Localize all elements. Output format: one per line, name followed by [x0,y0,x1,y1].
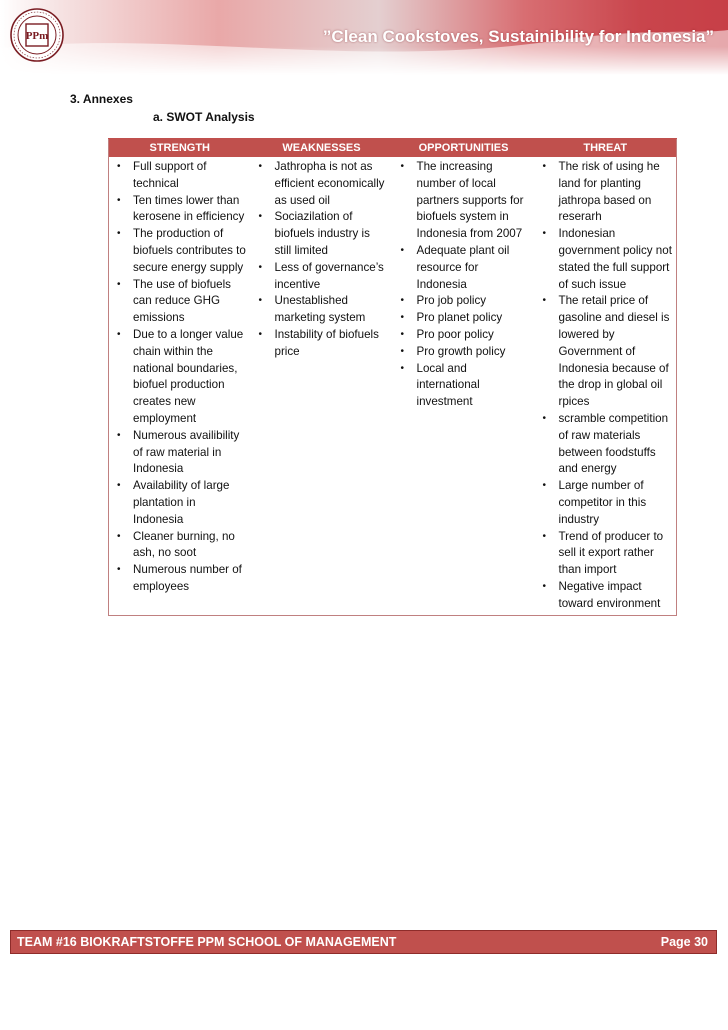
swot-item-text: Trend of producer to sell it export rather than import [558,529,664,577]
swot-list-item [535,293,677,411]
swot-list-item [109,478,251,528]
swot-item-text: Full support of technical [133,160,207,190]
bullet-icon: • [400,362,405,374]
swot-list-item [109,193,251,227]
swot-list-item [393,327,535,344]
header-banner [0,0,728,75]
swot-item-text: Local and international investment [416,361,480,409]
bullet-icon: • [542,530,547,542]
document-header-title: ”Clean Cookstoves, Sustainibility for Indonesia” [322,27,714,46]
swot-item-text: Large number of competitor in this industry [558,479,647,526]
swot-item-text: scramble competition of raw materials between foodstuffs and energy [558,411,669,476]
bullet-icon: • [542,228,547,240]
page-footer [10,930,717,954]
bullet-icon: • [542,295,547,307]
threat-column-header: THREAT [535,139,677,158]
bullet-icon: • [117,564,121,576]
logo-text: PPm [25,30,49,42]
swot-list-item [535,411,677,478]
page-number: Page 30 [660,935,708,949]
swot-list-item [109,562,251,596]
swot-item-text: Sociazilation of biofuels industry is still limited [274,210,370,257]
bullet-icon: • [117,228,121,240]
swot-list-item [393,361,535,411]
bullet-icon: • [258,261,263,273]
swot-item-text: The retail price of gasoline and diesel is lowered by Government of Indonesia because of the drop in global oil rpices [558,294,670,409]
strength-list [109,159,251,596]
swot-item-text: Instability of biofuels price [274,327,379,358]
swot-item-text: Jathropha is not as efficient economically as used oil [274,160,385,207]
swot-analysis-subheading: a. SWOT Analysis [153,110,255,124]
swot-item-text: Adequate plant oil resource for Indonesia [416,243,510,291]
swot-item-text: The risk of using he land for planting jathropa based on reserarh [558,160,660,224]
bullet-icon: • [258,211,263,223]
swot-item-text: Cleaner burning, no ash, no soot [133,529,235,560]
bullet-icon: • [117,161,121,172]
swot-list-item [251,159,393,209]
swot-list-item [109,327,251,428]
bullet-icon: • [258,161,263,172]
opportunities-list [393,159,535,411]
swot-list-item [535,579,677,613]
threat-cell [535,157,677,615]
weaknesses-list [251,159,393,361]
bullet-icon: • [400,295,405,307]
opportunities-cell [393,157,535,615]
bullet-icon: • [258,295,263,307]
footer-team-label: TEAM #16 BIOKRAFTSTOFFE PPM SCHOOL OF MANAGEMENT [17,935,397,949]
swot-list-item [535,529,677,579]
bullet-icon: • [542,480,547,492]
swot-body-row [109,157,677,615]
swot-item-text: Due to a longer value chain within the national boundaries, biofuel production creates new employment [133,327,244,425]
swot-item-text: The production of biofuels contributes to secure energy supply [133,227,246,274]
swot-list-item [393,344,535,361]
bullet-icon: • [400,244,405,256]
bullet-icon: • [400,345,405,357]
swot-list-item [251,260,393,294]
swot-header-row [109,139,677,158]
swot-list-item [109,226,251,276]
swot-item-text: The increasing number of local partners supports for biofuels system in Indonesia from 2007 [416,160,524,241]
bullet-icon: • [400,328,405,340]
swot-item-text: Numerous availibility of raw material in Indonesia [133,428,240,476]
swot-list-item [109,428,251,478]
swot-list-item [535,226,677,293]
swot-item-text: Ten times lower than kerosene in efficiency [133,193,245,224]
swot-list-item [109,529,251,563]
swot-item-text: Less of governance’s incentive [274,260,384,291]
bullet-icon: • [117,429,121,441]
swot-item-text: Unestablished marketing system [274,294,366,325]
bullet-icon: • [542,580,547,592]
swot-list-item [393,293,535,310]
swot-item-text: Indonesian government policy not stated the full support of such issue [558,227,672,291]
swot-item-text: Pro poor policy [416,327,494,341]
weaknesses-cell [251,157,393,615]
bullet-icon: • [117,530,121,542]
opportunities-column-header: OPPORTUNITIES [393,139,535,158]
swot-list-item [393,310,535,327]
bullet-icon: • [117,480,121,492]
annexes-heading: 3. Annexes [70,92,133,106]
bullet-icon: • [117,194,121,206]
swot-item-text: Pro planet policy [416,311,503,325]
bullet-icon: • [542,412,547,424]
swot-item-text: The use of biofuels can reduce GHG emissions [133,277,231,325]
bullet-icon: • [117,278,121,290]
strength-column-header: STRENGTH [109,139,251,158]
swot-list-item [251,293,393,327]
weaknesses-column-header: WEAKNESSES [251,139,393,158]
swot-item-text: Pro job policy [416,294,487,308]
ppm-school-seal-icon [10,8,64,62]
bullet-icon: • [400,161,405,172]
bullet-icon: • [542,161,547,172]
swot-list-item [535,159,677,226]
swot-item-text: Negative impact toward environment [558,579,661,610]
swot-list-item [109,277,251,327]
swot-list-item [251,209,393,259]
swot-list-item [393,159,535,243]
swot-list-item [535,478,677,528]
swot-item-text: Numerous number of employees [133,563,242,593]
strength-cell [109,157,251,615]
threat-list [535,159,677,613]
bullet-icon: • [258,328,263,340]
swot-list-item [393,243,535,293]
bullet-icon: • [400,312,405,324]
swot-item-text: Availability of large plantation in Indonesia [133,479,230,526]
swot-table [108,138,677,616]
swot-item-text: Pro growth policy [416,344,506,358]
swot-list-item [251,327,393,361]
bullet-icon: • [117,328,121,340]
swot-list-item [109,159,251,193]
